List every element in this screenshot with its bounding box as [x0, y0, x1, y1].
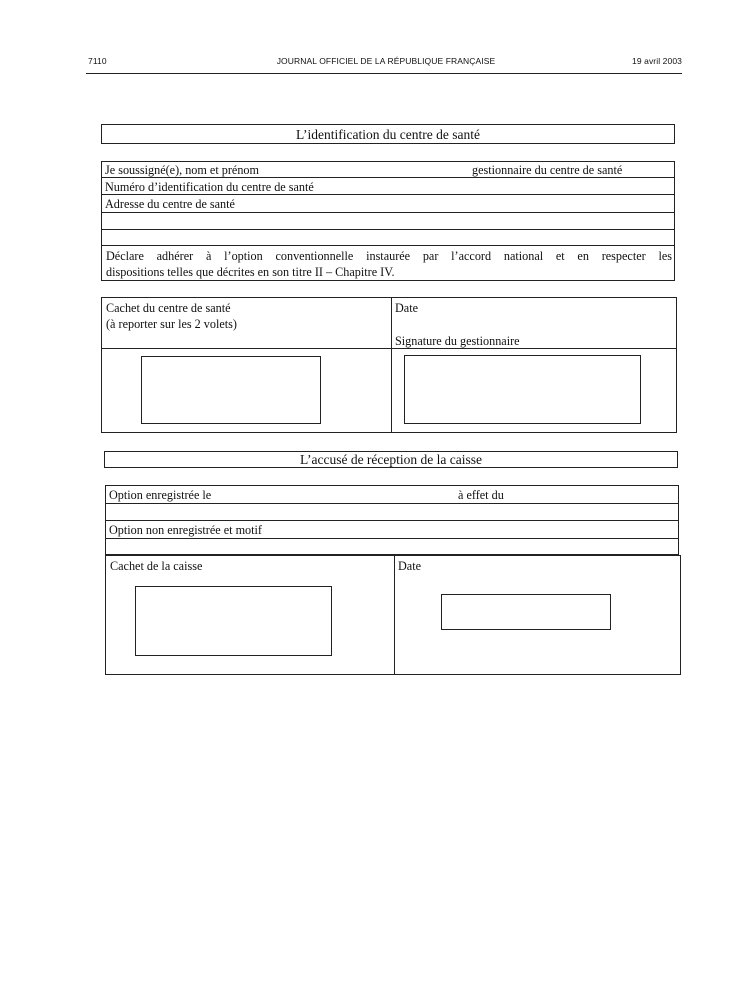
header-rule	[86, 73, 682, 74]
stamp-note: (à reporter sur les 2 volets)	[106, 317, 237, 331]
section1-title-box	[101, 124, 675, 144]
address-field-label: Adresse du centre de santé	[105, 197, 235, 211]
manager-signature-label: Signature du gestionnaire	[395, 334, 520, 348]
declaration-line-1: Déclare adhérer à l’option conventionnelle instaurée par l’accord national et en respecter les	[106, 249, 672, 263]
section2-title-box	[104, 451, 678, 468]
manager-label: gestionnaire du centre de santé	[472, 163, 623, 177]
health-center-stamp-box	[141, 356, 321, 424]
option-not-registered-label: Option non enregistrée et motif	[109, 523, 262, 537]
section1-title: L’identification du centre de santé	[296, 127, 480, 142]
signer-name-field-label: Je soussigné(e), nom et prénom	[105, 163, 260, 177]
fund-date-label: Date	[398, 559, 422, 573]
effective-date-label: à effet du	[458, 488, 504, 502]
publication-date: 19 avril 2003	[632, 56, 682, 66]
page-number: 7110	[88, 56, 107, 66]
fund-date-box	[441, 594, 611, 630]
date-label: Date	[395, 301, 419, 315]
fund-stamp-box	[135, 586, 332, 656]
declaration-line-2: dispositions telles que décrites en son titre II – Chapitre IV.	[106, 265, 395, 279]
declaration-text	[106, 248, 672, 280]
id-number-field-label: Numéro d’identification du centre de santé	[105, 180, 314, 194]
journal-title: JOURNAL OFFICIEL DE LA RÉPUBLIQUE FRANÇAISE	[276, 56, 496, 66]
section2-title: L’accusé de réception de la caisse	[299, 452, 483, 467]
fund-stamp-label: Cachet de la caisse	[110, 559, 203, 573]
option-registered-label: Option enregistrée le	[109, 488, 212, 502]
health-center-stamp-label: Cachet du centre de santé	[106, 301, 231, 315]
manager-signature-box	[404, 355, 641, 424]
